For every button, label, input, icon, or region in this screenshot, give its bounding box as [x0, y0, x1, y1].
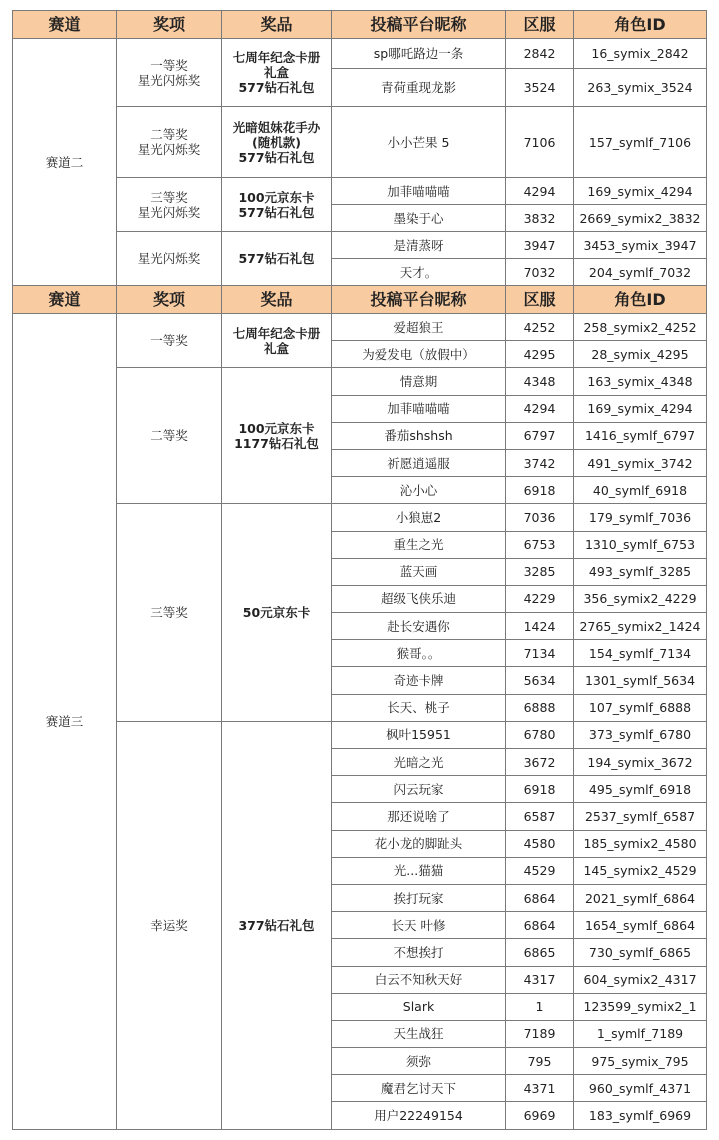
nickname-cell: 须弥: [332, 1048, 506, 1075]
server-cell: 4229: [506, 585, 574, 612]
prize-cell: [222, 504, 332, 722]
nickname-cell: 用户22249154: [332, 1102, 506, 1129]
column-header: 区服: [506, 11, 574, 39]
nickname-cell: 蓝天画: [332, 558, 506, 585]
nickname-cell: 加菲喵喵喵: [332, 178, 506, 205]
cell-line: 礼盒: [263, 65, 289, 80]
server-cell: 6865: [506, 939, 574, 966]
server-cell: 7106: [506, 107, 574, 178]
server-cell: 4348: [506, 368, 574, 395]
cell-line: 100元京东卡: [238, 420, 315, 436]
track-name-cell: 赛道三: [13, 314, 117, 1130]
server-cell: 4294: [506, 178, 574, 205]
role-id-cell: 493_symlf_3285: [574, 558, 707, 585]
nickname-cell: 那还说啥了: [332, 803, 506, 830]
role-id-cell: 730_symlf_6865: [574, 939, 707, 966]
column-header: 角色ID: [574, 11, 707, 39]
server-cell: 7189: [506, 1020, 574, 1047]
server-cell: 3285: [506, 558, 574, 585]
nickname-cell: 爱超狼王: [332, 314, 506, 341]
prize-cell: [222, 314, 332, 368]
nickname-cell: 光...猫猫: [332, 857, 506, 884]
header-row: [13, 11, 707, 39]
role-id-cell: 960_symlf_4371: [574, 1075, 707, 1102]
cell-line: 星光闪烁奖: [137, 251, 201, 266]
cell-line: 100元京东卡: [238, 189, 315, 205]
server-cell: 1: [506, 993, 574, 1020]
table-row: [13, 504, 707, 531]
column-header: 奖项: [117, 11, 222, 39]
column-header: 赛道: [13, 286, 117, 314]
role-id-cell: 2669_symix2_3832: [574, 205, 707, 232]
column-header: 奖项: [117, 286, 222, 314]
header-row: [13, 286, 707, 314]
role-id-cell: 3453_symix_3947: [574, 232, 707, 259]
prize-cell: [222, 39, 332, 107]
table-row: [13, 178, 707, 205]
server-cell: 6753: [506, 531, 574, 558]
cell-line: 50元京东卡: [242, 605, 311, 621]
cell-line: 一等奖: [150, 333, 188, 349]
nickname-cell: 天生战狂: [332, 1020, 506, 1047]
role-id-cell: 1654_symlf_6864: [574, 912, 707, 939]
role-id-cell: 491_symix_3742: [574, 449, 707, 476]
server-cell: 4294: [506, 395, 574, 422]
role-id-cell: 975_symix_795: [574, 1048, 707, 1075]
cell-line: (随机款): [252, 134, 301, 150]
role-id-cell: 107_symlf_6888: [574, 694, 707, 721]
column-header: 投稿平台昵称: [332, 11, 506, 39]
role-id-cell: 258_symix2_4252: [574, 314, 707, 341]
role-id-cell: 2765_symix2_1424: [574, 613, 707, 640]
nickname-cell: 长天、桃子: [332, 694, 506, 721]
cell-line: 377钻石礼包: [238, 917, 315, 933]
role-id-cell: 2537_symlf_6587: [574, 803, 707, 830]
cell-line: 577钻石礼包: [238, 80, 315, 95]
role-id-cell: 179_symlf_7036: [574, 504, 707, 531]
cell-line: 1177钻石礼包: [234, 435, 319, 451]
column-header: 角色ID: [574, 286, 707, 314]
nickname-cell: 超级飞侠乐迪: [332, 585, 506, 612]
server-cell: 6780: [506, 721, 574, 748]
server-cell: 795: [506, 1048, 574, 1075]
cell-line: 七周年纪念卡册: [232, 325, 321, 341]
nickname-cell: 番茄shshsh: [332, 422, 506, 449]
role-id-cell: 2021_symlf_6864: [574, 884, 707, 911]
nickname-cell: 长天 叶修: [332, 912, 506, 939]
table-row: [13, 368, 707, 395]
role-id-cell: 163_symix_4348: [574, 368, 707, 395]
server-cell: 4580: [506, 830, 574, 857]
server-cell: 2842: [506, 39, 574, 69]
award-cell: [117, 107, 222, 178]
prize-cell: [222, 178, 332, 232]
prize-cell: [222, 368, 332, 504]
server-cell: 6587: [506, 803, 574, 830]
role-id-cell: 154_symlf_7134: [574, 640, 707, 667]
nickname-cell: 光暗之光: [332, 749, 506, 776]
nickname-cell: 奇迹卡牌: [332, 667, 506, 694]
cell-line: 幸运奖: [150, 917, 188, 933]
role-id-cell: 373_symlf_6780: [574, 721, 707, 748]
nickname-cell: 加菲喵喵喵: [332, 395, 506, 422]
server-cell: 3524: [506, 69, 574, 107]
nickname-cell: 沁小心: [332, 477, 506, 504]
server-cell: 4295: [506, 341, 574, 368]
role-id-cell: 604_symix2_4317: [574, 966, 707, 993]
cell-line: 星光闪烁奖: [137, 204, 201, 220]
server-cell: 7036: [506, 504, 574, 531]
server-cell: 4252: [506, 314, 574, 341]
server-cell: 4371: [506, 1075, 574, 1102]
cell-line: 577钻石礼包: [238, 149, 315, 165]
server-cell: 3672: [506, 749, 574, 776]
table-row: [13, 107, 707, 178]
server-cell: 3742: [506, 449, 574, 476]
award-cell: [117, 721, 222, 1129]
server-cell: 5634: [506, 667, 574, 694]
role-id-cell: 183_symlf_6969: [574, 1102, 707, 1129]
nickname-cell: 祈愿逍遥服: [332, 449, 506, 476]
role-id-cell: 157_symlf_7106: [574, 107, 707, 178]
nickname-cell: Slark: [332, 993, 506, 1020]
role-id-cell: 123599_symix2_1: [574, 993, 707, 1020]
nickname-cell: 小小芒果 5: [332, 107, 506, 178]
award-cell: [117, 39, 222, 107]
role-id-cell: 1301_symlf_5634: [574, 667, 707, 694]
nickname-cell: 小狼崽2: [332, 504, 506, 531]
role-id-cell: 495_symlf_6918: [574, 776, 707, 803]
award-cell: [117, 314, 222, 368]
award-cell: [117, 368, 222, 504]
column-header: 区服: [506, 286, 574, 314]
server-cell: 6918: [506, 477, 574, 504]
nickname-cell: 枫叶15951: [332, 721, 506, 748]
server-cell: 6969: [506, 1102, 574, 1129]
role-id-cell: 169_symix_4294: [574, 395, 707, 422]
server-cell: 1424: [506, 613, 574, 640]
role-id-cell: 1416_symlf_6797: [574, 422, 707, 449]
award-cell: [117, 232, 222, 286]
track-name-cell: 赛道二: [13, 39, 117, 286]
nickname-cell: 白云不知秋天好: [332, 966, 506, 993]
cell-line: 七周年纪念卡册: [232, 50, 321, 65]
nickname-cell: sp哪吒路边一条: [332, 39, 506, 69]
server-cell: 6888: [506, 694, 574, 721]
cell-line: 星光闪烁奖: [137, 142, 201, 157]
column-header: 奖品: [222, 286, 332, 314]
cell-line: 二等奖: [150, 127, 188, 142]
nickname-cell: 重生之光: [332, 531, 506, 558]
award-cell: [117, 178, 222, 232]
role-id-cell: 204_symlf_7032: [574, 259, 707, 286]
prize-cell: [222, 232, 332, 286]
role-id-cell: 169_symix_4294: [574, 178, 707, 205]
nickname-cell: 赴长安遇你: [332, 613, 506, 640]
cell-line: 三等奖: [150, 189, 188, 205]
server-cell: 4529: [506, 857, 574, 884]
server-cell: 3832: [506, 205, 574, 232]
server-cell: 3947: [506, 232, 574, 259]
cell-line: 577钻石礼包: [238, 251, 315, 266]
cell-line: 礼盒: [263, 340, 289, 356]
server-cell: 6797: [506, 422, 574, 449]
role-id-cell: 263_symix_3524: [574, 69, 707, 107]
role-id-cell: 1_symlf_7189: [574, 1020, 707, 1047]
nickname-cell: 情意期: [332, 368, 506, 395]
award-cell: [117, 504, 222, 722]
role-id-cell: 16_symix_2842: [574, 39, 707, 69]
server-cell: 7134: [506, 640, 574, 667]
nickname-cell: 花小龙的脚趾头: [332, 830, 506, 857]
role-id-cell: 40_symlf_6918: [574, 477, 707, 504]
column-header: 奖品: [222, 11, 332, 39]
column-header: 投稿平台昵称: [332, 286, 506, 314]
winners-table: [12, 10, 707, 1130]
nickname-cell: 闪云玩家: [332, 776, 506, 803]
role-id-cell: 356_symix2_4229: [574, 585, 707, 612]
nickname-cell: 墨染于心: [332, 205, 506, 232]
nickname-cell: 天才。: [332, 259, 506, 286]
column-header: 赛道: [13, 11, 117, 39]
table-row: [13, 721, 707, 748]
role-id-cell: 28_symix_4295: [574, 341, 707, 368]
cell-line: 577钻石礼包: [238, 204, 315, 220]
server-cell: 4317: [506, 966, 574, 993]
cell-line: 二等奖: [150, 428, 188, 444]
role-id-cell: 194_symix_3672: [574, 749, 707, 776]
nickname-cell: 青荷重现龙影: [332, 69, 506, 107]
nickname-cell: 为爱发电（放假中）: [332, 341, 506, 368]
role-id-cell: 185_symix2_4580: [574, 830, 707, 857]
cell-line: 一等奖: [150, 57, 188, 73]
cell-line: 光暗姐妹花手办: [232, 119, 321, 135]
table-row: [13, 314, 707, 341]
nickname-cell: 是清蒸呀: [332, 232, 506, 259]
cell-line: 三等奖: [150, 605, 188, 621]
server-cell: 6864: [506, 884, 574, 911]
nickname-cell: 不想挨打: [332, 939, 506, 966]
nickname-cell: 魔君乞讨天下: [332, 1075, 506, 1102]
prize-cell: [222, 721, 332, 1129]
cell-line: 星光闪烁奖: [137, 72, 201, 88]
nickname-cell: 挨打玩家: [332, 884, 506, 911]
table-row: [13, 232, 707, 259]
table-row: [13, 39, 707, 69]
prize-cell: [222, 107, 332, 178]
role-id-cell: 145_symix2_4529: [574, 857, 707, 884]
server-cell: 7032: [506, 259, 574, 286]
server-cell: 6864: [506, 912, 574, 939]
nickname-cell: 猴哥。。: [332, 640, 506, 667]
role-id-cell: 1310_symlf_6753: [574, 531, 707, 558]
server-cell: 6918: [506, 776, 574, 803]
